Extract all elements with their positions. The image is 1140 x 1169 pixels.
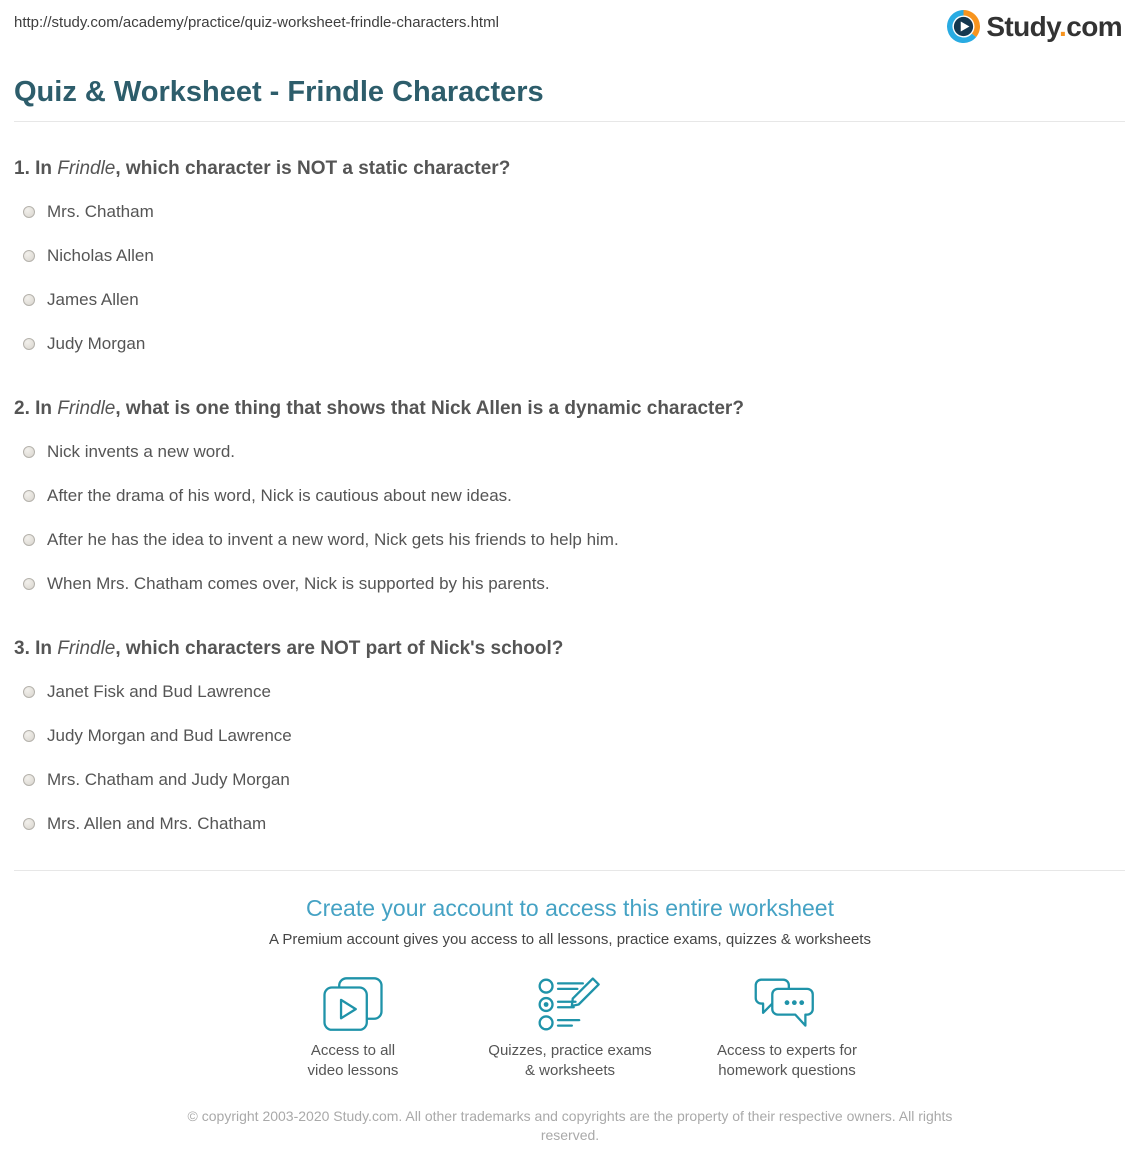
question-1-heading — [14, 156, 1126, 182]
radio-button[interactable] — [23, 730, 35, 742]
answer-option-label: Mrs. Chatham — [47, 202, 154, 221]
answer-option[interactable] — [14, 430, 1126, 474]
logo-text-study: Study — [986, 11, 1060, 42]
answer-option[interactable] — [14, 234, 1126, 278]
radio-button[interactable] — [23, 490, 35, 502]
answer-option-label: Mrs. Chatham and Judy Morgan — [47, 770, 290, 789]
studycom-logo[interactable] — [947, 10, 1122, 43]
quizzes-worksheets-icon — [535, 976, 605, 1033]
radio-button[interactable] — [23, 446, 35, 458]
question-1-book-title: Frindle — [57, 158, 116, 179]
question-1-lead: 1. In — [14, 158, 53, 179]
radio-button[interactable] — [23, 250, 35, 262]
play-circle-icon — [947, 10, 980, 43]
question-2-heading — [14, 396, 1126, 422]
logo-text-com: com — [1066, 11, 1122, 42]
answer-option-label: Judy Morgan — [47, 334, 146, 353]
feature-video-lessons — [253, 976, 453, 1081]
answer-option-label: Mrs. Allen and Mrs. Chatham — [47, 814, 267, 833]
question-2-book-title: Frindle — [57, 398, 116, 419]
radio-button[interactable] — [23, 534, 35, 546]
question-1 — [14, 156, 1126, 366]
question-3-book-title: Frindle — [57, 638, 116, 659]
page-header — [0, 0, 1140, 43]
feature-label-line: video lessons — [307, 1062, 399, 1079]
radio-button[interactable] — [23, 338, 35, 350]
question-2-tail: , what is one thing that shows that Nick Allen is a dynamic character? — [115, 398, 744, 419]
feature-video-lessons-label — [253, 1041, 453, 1081]
chat-experts-icon — [752, 976, 822, 1033]
cta-divider — [14, 870, 1125, 871]
answer-option[interactable] — [14, 190, 1126, 234]
question-3-heading — [14, 636, 1126, 662]
answer-option-label: When Mrs. Chatham comes over, Nick is supported by his parents. — [47, 574, 550, 593]
feature-quizzes-worksheets — [470, 976, 670, 1081]
radio-button[interactable] — [23, 206, 35, 218]
title-divider — [14, 121, 1125, 122]
answer-option[interactable] — [14, 518, 1126, 562]
answer-option-label: After the drama of his word, Nick is cautious about new ideas. — [47, 486, 512, 505]
question-1-tail: , which character is NOT a static character? — [115, 158, 511, 179]
answer-option[interactable] — [14, 758, 1126, 802]
question-3 — [14, 636, 1126, 846]
answer-option-label: Nicholas Allen — [47, 246, 154, 265]
radio-button[interactable] — [23, 818, 35, 830]
video-lessons-icon — [318, 976, 388, 1033]
page-url: http://study.com/academy/practice/quiz-worksheet-frindle-characters.html — [14, 14, 499, 31]
features-row — [0, 976, 1140, 1081]
answer-option[interactable] — [14, 562, 1126, 606]
radio-button[interactable] — [23, 686, 35, 698]
cta-section — [0, 893, 1140, 1081]
feature-label-line: Quizzes, practice exams — [488, 1042, 652, 1059]
answer-option[interactable] — [14, 714, 1126, 758]
answer-option-label: Nick invents a new word. — [47, 442, 236, 461]
radio-button[interactable] — [23, 774, 35, 786]
question-3-options — [14, 670, 1126, 846]
copyright-notice: © copyright 2003-2020 Study.com. All other trademarks and copyrights are the property of their respective owners. All rights reserved. — [187, 1108, 953, 1143]
question-1-options — [14, 190, 1126, 366]
answer-option-label: Judy Morgan and Bud Lawrence — [47, 726, 292, 745]
feature-label-line: & worksheets — [524, 1062, 616, 1079]
feature-quizzes-worksheets-label — [470, 1041, 670, 1081]
radio-button[interactable] — [23, 294, 35, 306]
feature-label-line: homework questions — [718, 1062, 856, 1079]
cta-subtitle: A Premium account gives you access to all lessons, practice exams, quizzes & worksheets — [269, 931, 871, 948]
answer-option[interactable] — [14, 474, 1126, 518]
logo-text-dot: . — [1059, 11, 1067, 42]
answer-option-label: After he has the idea to invent a new word, Nick gets his friends to help him. — [47, 530, 619, 549]
question-2-options — [14, 430, 1126, 606]
radio-button[interactable] — [23, 578, 35, 590]
answer-option-label: Janet Fisk and Bud Lawrence — [47, 682, 271, 701]
cta-title: Create your account to access this entire worksheet — [306, 895, 834, 921]
page-title: Quiz & Worksheet - Frindle Characters — [14, 76, 544, 108]
question-3-tail: , which characters are NOT part of Nick's school? — [115, 638, 564, 659]
answer-option[interactable] — [14, 670, 1126, 714]
feature-label-line: Access to experts for — [716, 1042, 858, 1059]
question-2 — [14, 396, 1126, 606]
feature-expert-chat — [687, 976, 887, 1081]
feature-expert-chat-label — [687, 1041, 887, 1081]
question-3-lead: 3. In — [14, 638, 53, 659]
question-2-lead: 2. In — [14, 398, 53, 419]
answer-option[interactable] — [14, 322, 1126, 366]
answer-option[interactable] — [14, 278, 1126, 322]
answer-option-label: James Allen — [47, 290, 139, 309]
answer-option[interactable] — [14, 802, 1126, 846]
feature-label-line: Access to all — [310, 1042, 396, 1059]
logo-text — [986, 10, 1122, 43]
